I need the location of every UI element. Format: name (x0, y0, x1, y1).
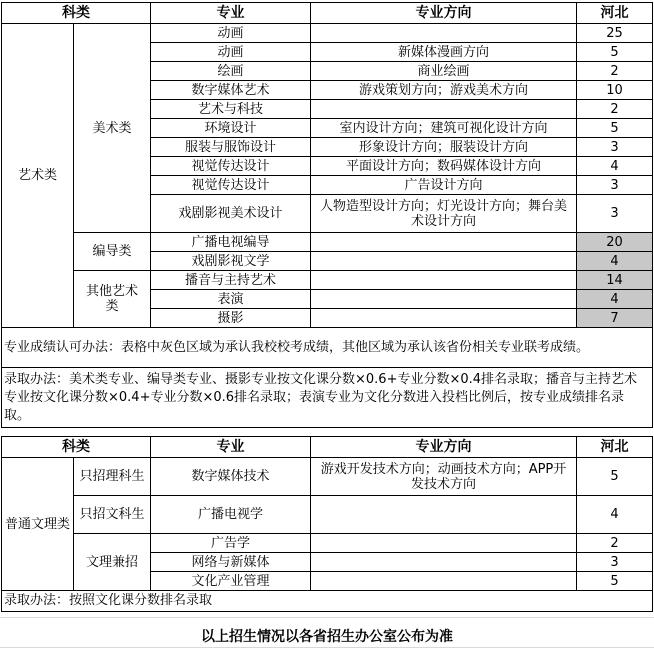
header-major: 专业 (151, 437, 311, 458)
category-cell: 艺术类 (2, 24, 74, 328)
major-cell: 绘画 (151, 62, 311, 81)
header-direction: 专业方向 (311, 437, 577, 458)
direction-cell: 平面设计方向；数码媒体设计方向 (311, 157, 577, 176)
major-cell: 广播电视编导 (151, 233, 311, 252)
major-cell: 服装与服饰设计 (151, 138, 311, 157)
direction-cell: 广告设计方向 (311, 176, 577, 195)
count-cell: 4 (577, 496, 653, 534)
group-cell: 美术类 (74, 24, 151, 233)
major-cell: 数字媒体技术 (151, 458, 311, 496)
major-cell: 文化产业管理 (151, 572, 311, 591)
group-cell: 编导类 (74, 233, 151, 271)
count-cell: 5 (577, 572, 653, 591)
count-cell: 4 (577, 157, 653, 176)
header-category: 科类 (2, 437, 151, 458)
count-cell: 4 (577, 290, 653, 309)
direction-cell: 人物造型设计方向；灯光设计方向；舞台美术设计方向 (311, 195, 577, 233)
major-cell: 广播电视学 (151, 496, 311, 534)
major-cell: 环境设计 (151, 119, 311, 138)
direction-cell (311, 572, 577, 591)
count-cell: 7 (577, 309, 653, 328)
header-direction: 专业方向 (311, 3, 577, 24)
general-header-row (2, 437, 653, 458)
direction-cell: 商业绘画 (311, 62, 577, 81)
table-row (2, 534, 653, 553)
direction-cell (311, 534, 577, 553)
direction-cell: 游戏策划方向；游戏美术方向 (311, 81, 577, 100)
direction-cell (311, 24, 577, 43)
count-cell: 20 (577, 233, 653, 252)
count-cell: 3 (577, 138, 653, 157)
art-admission-note: 录取办法：美术类专业、编导类专业、摄影专业按文化课分数×0.6+专业分数×0.4排名录取；播音与主持艺术专业按文化课分数×0.4+专业分数×0.6排名录取；表演专业为文化分数进入投档比例后，按专业成绩排名录取。 (2, 368, 653, 428)
general-admission-table (1, 436, 653, 612)
header-province: 河北 (577, 437, 653, 458)
art-header-row (2, 3, 653, 24)
count-cell: 5 (577, 119, 653, 138)
direction-cell (311, 233, 577, 252)
count-cell: 2 (577, 534, 653, 553)
direction-cell (311, 100, 577, 119)
direction-cell: 游戏开发技术方向；动画技术方向；APP开发技术方向 (311, 458, 577, 496)
direction-cell (311, 290, 577, 309)
count-cell: 3 (577, 195, 653, 233)
table-row (2, 271, 653, 290)
group-cell: 文理兼招 (74, 534, 151, 591)
count-cell: 14 (577, 271, 653, 290)
table-row (2, 496, 653, 534)
group-cell: 只招理科生 (74, 458, 151, 496)
table-row (2, 233, 653, 252)
count-cell: 2 (577, 62, 653, 81)
count-cell: 5 (577, 458, 653, 496)
major-cell: 数字媒体艺术 (151, 81, 311, 100)
direction-cell: 形象设计方向；服装设计方向 (311, 138, 577, 157)
count-cell: 3 (577, 553, 653, 572)
major-cell: 摄影 (151, 309, 311, 328)
direction-cell: 新媒体漫画方向 (311, 43, 577, 62)
major-cell: 广告学 (151, 534, 311, 553)
major-cell: 播音与主持艺术 (151, 271, 311, 290)
count-cell: 5 (577, 43, 653, 62)
sheet-gridline (0, 647, 654, 648)
major-cell: 动画 (151, 24, 311, 43)
group-cell: 只招文科生 (74, 496, 151, 534)
major-cell: 艺术与科技 (151, 100, 311, 119)
count-cell: 4 (577, 252, 653, 271)
header-major: 专业 (151, 3, 311, 24)
major-cell: 表演 (151, 290, 311, 309)
table-row (2, 24, 653, 43)
art-admission-table (1, 2, 653, 428)
major-cell: 动画 (151, 43, 311, 62)
direction-cell (311, 553, 577, 572)
group-cell: 其他艺术类 (74, 271, 151, 328)
sheet-gridline (0, 617, 654, 618)
header-province: 河北 (577, 3, 653, 24)
header-category: 科类 (2, 3, 151, 24)
direction-cell (311, 309, 577, 328)
recognition-note: 专业成绩认可办法：表格中灰色区域为承认我校校考成绩，其他区域为承认该省份相关专业联考成绩。 (2, 328, 653, 368)
note-row (2, 591, 653, 612)
general-admission-note: 录取办法：按照文化课分数排名录取 (2, 591, 653, 612)
direction-cell: 室内设计方向；建筑可视化设计方向 (311, 119, 577, 138)
footer-note: 以上招生情况以各省招生办公室公布为准 (201, 629, 453, 645)
major-cell: 网络与新媒体 (151, 553, 311, 572)
note-row (2, 368, 653, 428)
direction-cell (311, 252, 577, 271)
count-cell: 10 (577, 81, 653, 100)
note-row (2, 328, 653, 368)
major-cell: 戏剧影视美术设计 (151, 195, 311, 233)
count-cell: 25 (577, 24, 653, 43)
count-cell: 3 (577, 176, 653, 195)
major-cell: 视觉传达设计 (151, 157, 311, 176)
direction-cell (311, 496, 577, 534)
count-cell: 2 (577, 100, 653, 119)
category-cell: 普通文理类 (2, 458, 74, 591)
major-cell: 戏剧影视文学 (151, 252, 311, 271)
direction-cell (311, 271, 577, 290)
major-cell: 视觉传达设计 (151, 176, 311, 195)
table-row (2, 458, 653, 496)
